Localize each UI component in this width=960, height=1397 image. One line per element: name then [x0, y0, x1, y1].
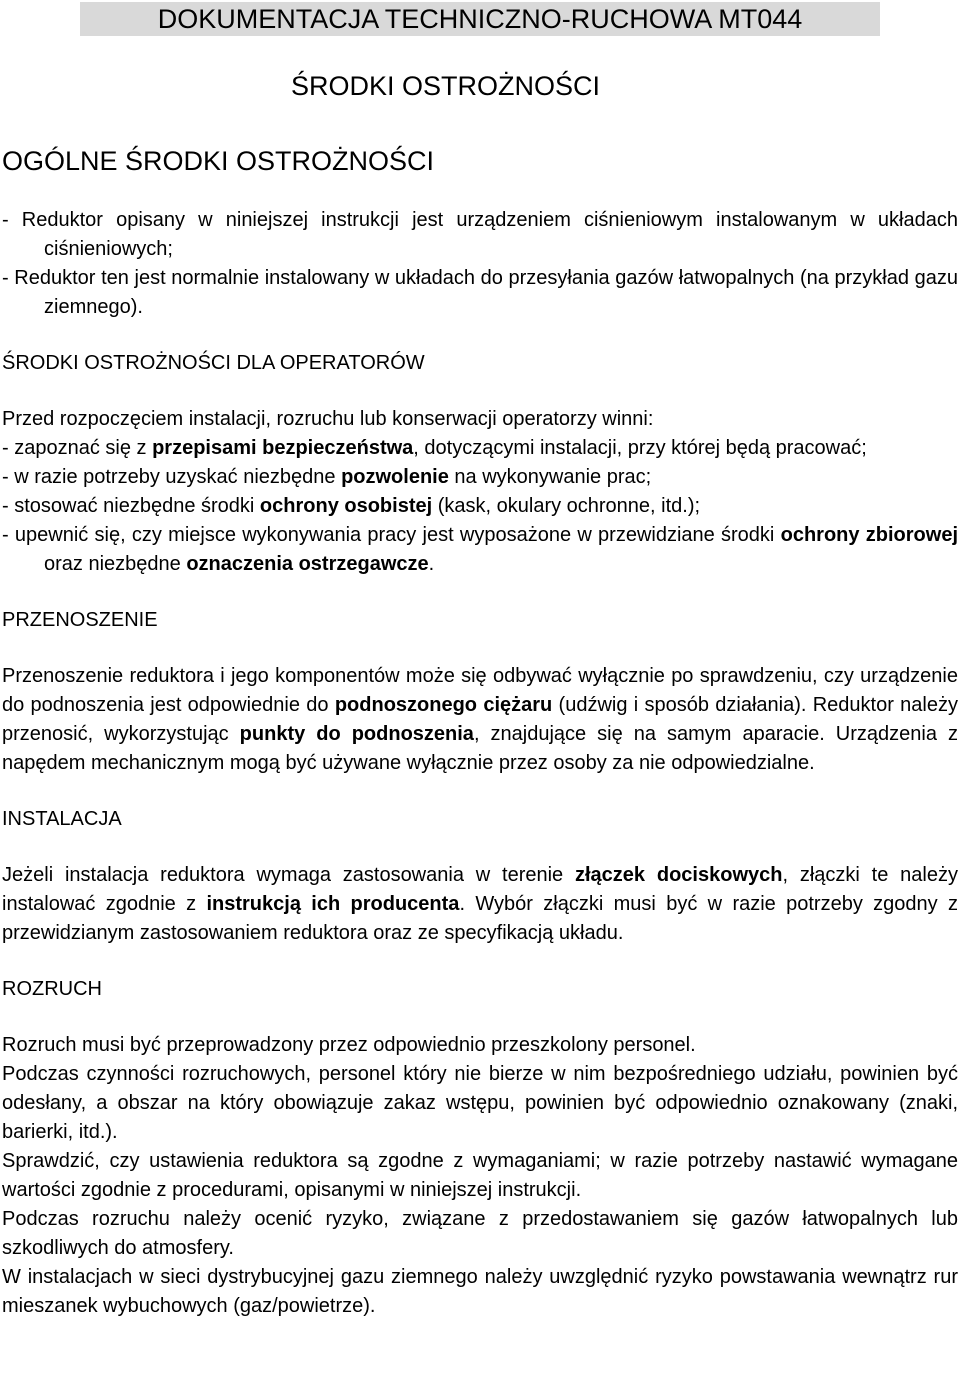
startup-paragraph: W instalacjach w sieci dystrybucyjnej gazu ziemnego należy uwzględnić ryzyko powstawania wewnątrz rur mieszanek wybuchowych (gaz/powietrze). — [2, 1266, 958, 1317]
para-bold: złączek dociskowych — [575, 864, 783, 886]
item-text: oraz niezbędne — [44, 553, 187, 575]
document-header: DOKUMENTACJA TECHNICZNO-RUCHOWA MT044 — [80, 2, 880, 36]
startup-paragraph: Rozruch musi być przeprowadzony przez odpowiednio przeszkolony personel. — [2, 1034, 696, 1056]
para-text: (udźwig i sposób działania). Reduktor należy przenosić, wykorzystując — [2, 694, 958, 745]
para-text: Przenoszenie reduktora i jego komponentów może się odbywać wyłącznie po sprawdzeniu, czy urządzenie do podnoszenia jest odpowiednie do — [2, 665, 958, 716]
item-text: - w razie potrzeby uzyskać niezbędne — [2, 466, 342, 488]
page-title: ŚRODKI OSTROŻNOŚCI — [291, 71, 601, 101]
para-text: , znajdujące się na samym aparacie. Urządzenia z napędem mechanicznym mogą być używane wyłącznie przez osoby za nie odpowiedzialne. — [2, 723, 958, 774]
item-text: na wykonywanie prac; — [448, 466, 652, 488]
startup-paragraph: Sprawdzić, czy ustawienia reduktora są zgodne z wymaganiami; w razie potrzeby nastawić wymagane wartości zgodnie z procedurami, opisanymi w niniejszej instrukcji. — [2, 1150, 958, 1201]
transport-paragraph — [2, 662, 958, 778]
para-text: . Wybór złączki musi być w razie potrzeby zgodny z przewidzianym zastosowaniem reduktora oraz ze specyfikacją układu. — [2, 893, 959, 944]
para-text: , złączki te należy instalować zgodnie z — [2, 864, 958, 915]
item-text: . — [428, 553, 435, 575]
installation-paragraph — [2, 861, 958, 948]
item-bold: przepisami bezpieczeństwa — [152, 437, 414, 459]
general-item: - Reduktor opisany w niniejszej instrukcji jest urządzeniem ciśnieniowym instalowanym w układach ciśnieniowych; — [2, 209, 958, 260]
operators-item — [2, 434, 958, 463]
item-text: (kask, okulary ochronne, itd.); — [432, 495, 701, 517]
startup-paragraph: Podczas czynności rozruchowych, personel który nie bierze w nim bezpośredniego udziału, powinien być odesłany, a obszar na który obowiązuje zakaz wstępu, powinien być odpowiednio oznakowany (znaki, barierki, itd.). — [2, 1063, 958, 1143]
operators-item — [2, 463, 958, 492]
para-bold: instrukcją ich producenta — [206, 893, 460, 915]
document-body — [2, 206, 958, 1321]
para-text: Jeżeli instalacja reduktora wymaga zastosowania w terenie — [2, 864, 575, 886]
operators-item — [2, 492, 958, 521]
startup-paragraph: Podczas rozruchu należy ocenić ryzyko, związane z przedostawaniem się gazów łatwopalnych lub szkodliwych do atmosfery. — [2, 1208, 958, 1259]
item-bold: ochrony osobistej — [259, 495, 433, 517]
item-bold: oznaczenia ostrzegawcze — [186, 553, 429, 575]
general-item: - Reduktor ten jest normalnie instalowany w układach do przesyłania gazów łatwopalnych (na przykład gazu ziemnego). — [2, 267, 958, 318]
item-bold: pozwolenie — [341, 466, 449, 488]
installation-heading: INSTALACJA — [2, 808, 122, 830]
item-text: - zapoznać się z — [2, 437, 153, 459]
item-bold: ochrony zbiorowej — [780, 524, 958, 546]
para-bold: podnoszonego ciężaru — [334, 694, 553, 716]
transport-heading: PRZENOSZENIE — [2, 609, 158, 631]
operators-intro: Przed rozpoczęciem instalacji, rozruchu lub konserwacji operatorzy winni: — [2, 408, 654, 430]
operators-item — [2, 521, 958, 579]
item-text: , dotyczącymi instalacji, przy której będą pracować; — [413, 437, 867, 459]
item-text: - upewnić się, czy miejsce wykonywania pracy jest wyposażone w przewidziane środki — [2, 524, 781, 546]
item-text: - stosować niezbędne środki — [2, 495, 260, 517]
para-bold: punkty do podnoszenia — [239, 723, 474, 745]
startup-heading: ROZRUCH — [2, 978, 102, 1000]
operators-heading: ŚRODKI OSTROŻNOŚCI DLA OPERATORÓW — [2, 352, 425, 374]
general-precautions-title: OGÓLNE ŚRODKI OSTROŻNOŚCI — [2, 146, 435, 176]
